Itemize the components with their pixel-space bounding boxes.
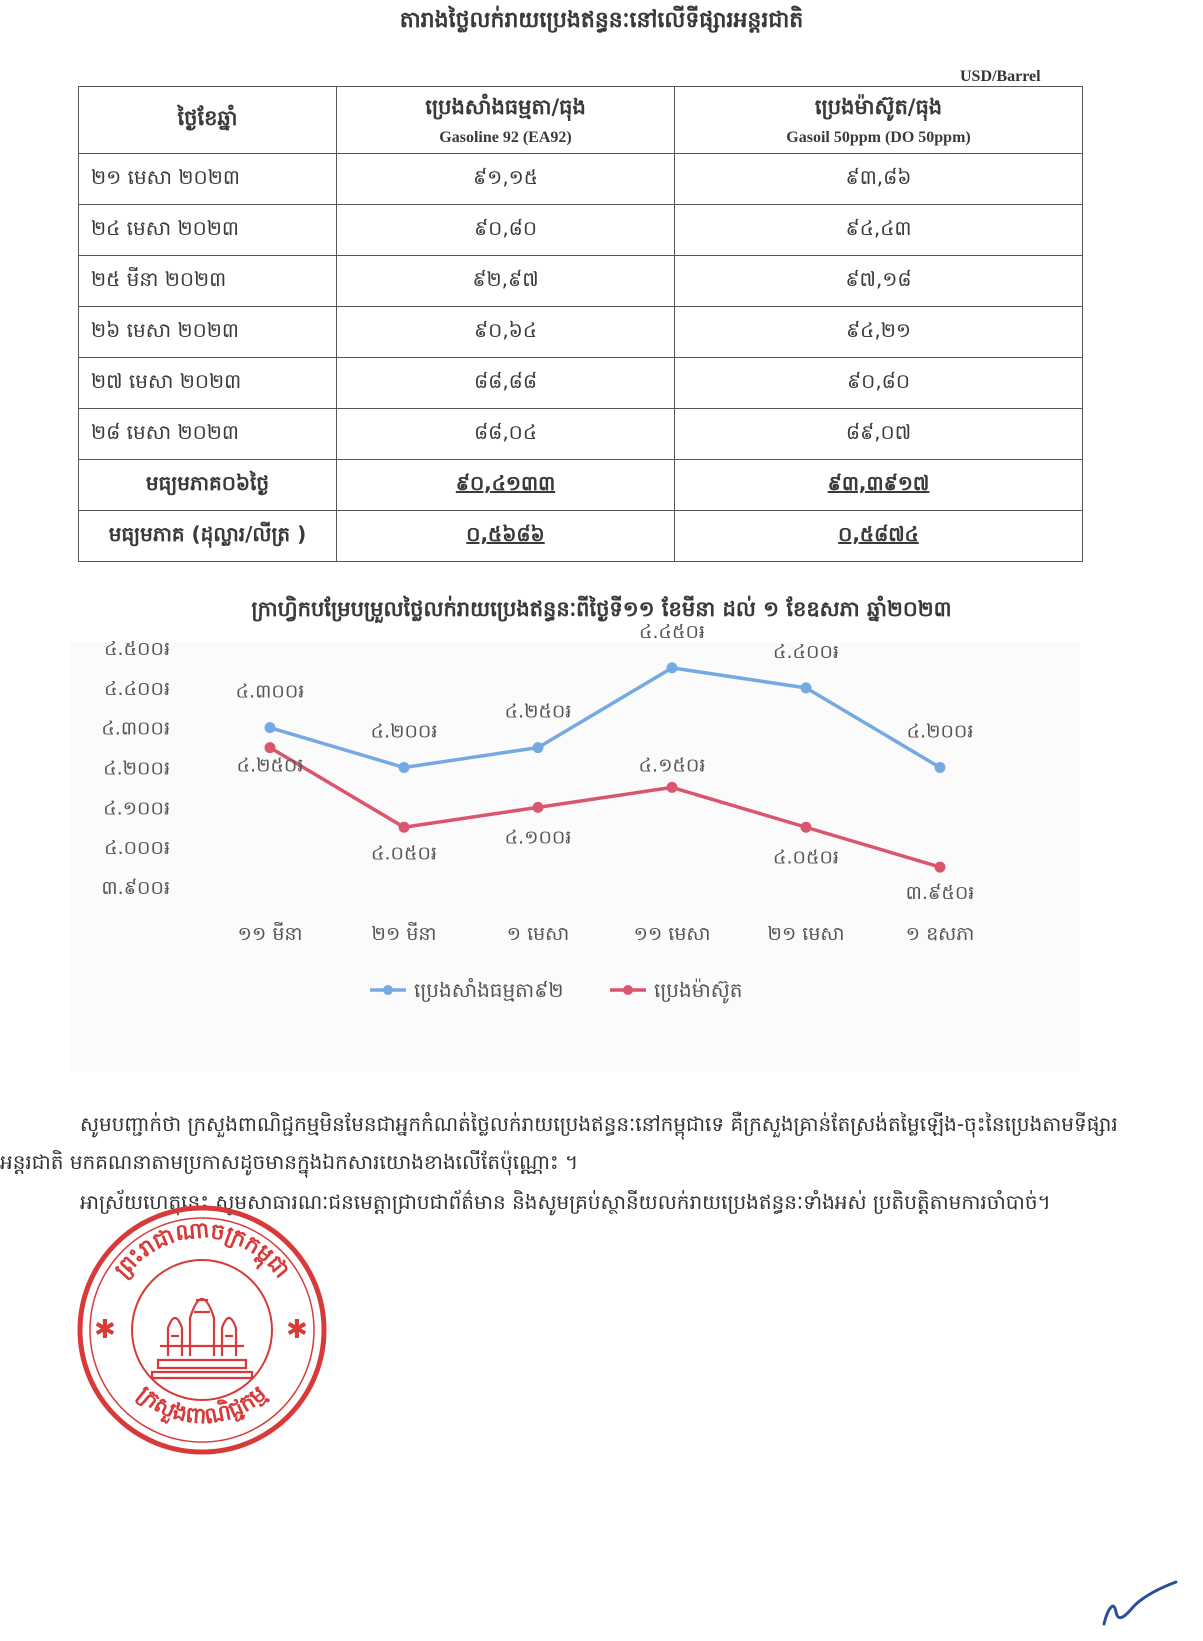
data-point [265,742,276,753]
y-tick-label: ៤.២០០៛ [103,757,170,780]
data-label: ៤.៤០០៛ [773,640,839,663]
data-label: ៤.២០០៛ [370,720,438,743]
data-label: ៤.០៥០៛ [773,846,839,869]
average-row [79,460,1083,511]
svg-text:✱: ✱ [94,1315,116,1345]
row-gasoline-price: ៨៨,៨៨ [337,358,675,409]
data-point [667,662,678,673]
data-point [667,782,678,793]
y-tick-label: ៤.៣០០៛ [101,717,170,740]
y-tick-label: ៣.៩០០៛ [101,877,170,899]
row-gasoline-price: ៩២,៩៧ [337,256,675,307]
y-tick-label: ៤.១០០៛ [103,797,170,820]
header-gasoline: ប្រេងសាំងធម្មតា/ធុង Gasoline 92 (EA92) [337,87,675,154]
data-label: ៤.០៥០៛ [371,842,437,865]
average-liter-gasoline: ០,៥៦៨៦ [337,511,675,562]
table-row [79,205,1083,256]
row-date: ២៨ មេសា ២០២៣ [79,409,337,460]
row-date: ២១ មេសា ២០២៣ [79,154,337,205]
angkor-temple-icon [152,1299,252,1378]
legend-marker [623,985,633,995]
data-label: ៤.២០០៛ [906,720,974,743]
svg-text:ព្រះរាជាណាចក្រកម្ពុជា: ព្រះរាជាណាចក្រកម្ពុជា [110,1217,295,1284]
average-liter-row [79,511,1083,562]
data-label: ៤.២៥០៛ [504,700,572,723]
price-table [78,86,1083,562]
y-tick-label: ៤.៤០០៛ [104,677,170,700]
price-chart [70,620,1080,1072]
chart-title: ក្រាហ្វិកបម្រែបម្រួលថ្លៃលក់រាយប្រេងឥន្ធនៈពីថ្ងៃទី១១ ខែមីនា ដល់ ១ ខែឧសភា ឆ្នាំ២០២៣ [251,597,952,621]
row-diesel-price: ៩៤,៤៣ [675,205,1083,256]
x-tick-label: ១ មេសា [506,923,570,945]
average-gasoline: ៩០,៤១៣៣ [337,460,675,511]
series-line [270,668,940,768]
data-point [801,822,812,833]
average-diesel: ៩៣,៣៩១៧ [675,460,1083,511]
table-row [79,307,1083,358]
legend-label: ប្រេងសាំងធម្មតា៩២ [414,978,564,1002]
x-tick-label: ១១ មេសា [633,923,711,945]
row-diesel-price: ៩៤,២១ [675,307,1083,358]
document-title: តារាងថ្លៃលក់រាយប្រេងឥន្ធនៈនៅលើទីផ្សារអន្តរជាតិ [399,8,804,33]
average-label: មធ្យមភាគ០៦ថ្ងៃ [79,460,337,511]
row-diesel-price: ៩៧,១៨ [675,256,1083,307]
row-diesel-price: ៩៣,៨៦ [675,154,1083,205]
data-label: ៤.២៥០៛ [236,754,304,777]
svg-text:ក្រសួងពាណិជ្ជកម្ម: ក្រសួងពាណិជ្ជកម្ម [132,1381,272,1430]
data-label: ៣.៩៥០៛ [905,882,975,905]
row-date: ២៦ មេសា ២០២៣ [79,307,337,358]
data-point [399,762,410,773]
svg-text:✱: ✱ [286,1315,308,1345]
header-date: ថ្ងៃខែឆ្នាំ [79,87,337,154]
data-point [533,802,544,813]
average-liter-diesel: ០,៥៨៧៤ [675,511,1083,562]
paragraph-notice-text: សូមបញ្ជាក់ថា ក្រសួងពាណិជ្ជកម្មមិនមែនជាអ្នកកំណត់ថ្លៃលក់រាយប្រេងឥន្ធនៈនៅកម្ពុជាទេ គឺក្រសួងគ្រាន់តែស្រង់តម្លៃឡើង-ចុះនៃប្រេងតាមទីផ្សារអន្តរជាតិ មកគណនាតាមប្រកាសដូចមានក្នុងឯកសារយោងខាងលើតែប៉ុណ្ណោះ ។ [0,1112,1118,1174]
paragraph-notice [0,1105,1170,1181]
data-label: ៤.១៥០៛ [638,754,706,777]
x-tick-label: ១ ឧសភា [905,923,975,945]
x-tick-label: ២១ មីនា [371,923,437,945]
x-tick-label: ១១ មីនា [237,923,303,945]
data-point [399,822,410,833]
signature-mark [1100,1578,1180,1632]
table-row [79,358,1083,409]
row-date: ២៧ មេសា ២០២៣ [79,358,337,409]
row-diesel-price: ៨៩,០៧ [675,409,1083,460]
legend-label: ប្រេងម៉ាស៊ូត [654,978,743,1002]
header-diesel: ប្រេងម៉ាស៊ូត/ធុង Gasoil 50ppm (DO 50ppm) [675,87,1083,154]
data-point [533,742,544,753]
row-gasoline-price: ៩០,៨០ [337,205,675,256]
legend-marker [383,985,393,995]
y-tick-label: ៤.៥០០៛ [104,638,170,660]
data-point [801,682,812,693]
line-chart-svg [70,620,1080,1072]
row-date: ២៥ មីនា ២០២៣ [79,256,337,307]
table-row [79,409,1083,460]
y-tick-label: ៤.០០០៛ [104,837,170,860]
row-gasoline-price: ៩១,១៥ [337,154,675,205]
average-liter-label: មធ្យមភាគ (ដុល្លារ/លីត្រ ) [79,511,337,562]
ministry-seal [72,1200,332,1460]
unit-label: USD/Barrel [960,68,1041,85]
row-gasoline-price: ៩០,៦៤ [337,307,675,358]
paragraph-instruction-text: អាស្រ័យហេតុនេះ សូមសាធារណៈជនមេត្តាជ្រាបជាព័ត៌មាន និងសូមគ្រប់ស្ថានីយលក់រាយប្រេងឥន្ធនៈទាំងអស់ ប្រតិបត្តិតាមការចាំបាច់។ [80,1190,1051,1214]
data-label: ៤.៤៥០៛ [639,620,705,643]
data-point [935,762,946,773]
data-point [935,862,946,873]
table-row [79,256,1083,307]
table-header-row [79,87,1083,154]
x-tick-label: ២១ មេសា [767,923,845,945]
row-date: ២៤ មេសា ២០២៣ [79,205,337,256]
data-label: ៤.៣០០៛ [235,680,305,703]
data-point [265,722,276,733]
data-label: ៤.១០០៛ [504,826,572,849]
table-row [79,154,1083,205]
row-diesel-price: ៩០,៨០ [675,358,1083,409]
row-gasoline-price: ៨៨,០៤ [337,409,675,460]
